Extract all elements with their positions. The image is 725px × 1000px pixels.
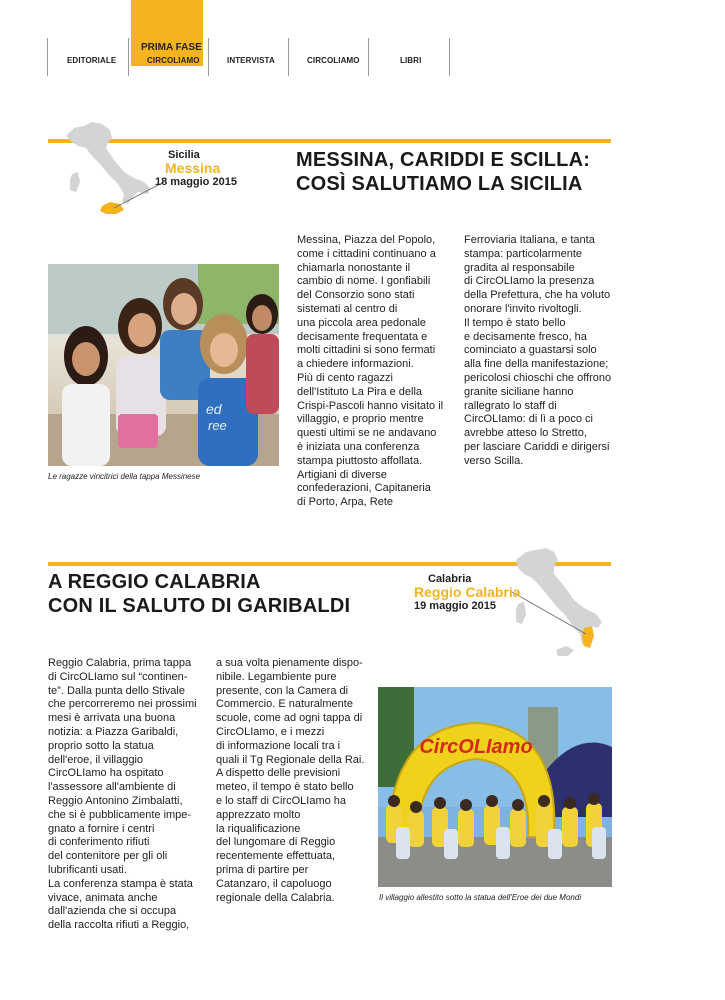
headline-line: MESSINA, CARIDDI E SCILLA: bbox=[296, 149, 591, 171]
region-label: Calabria bbox=[428, 573, 472, 585]
text-line: questi ultimi se ne andavano bbox=[297, 427, 437, 440]
text-line: La conferenza stampa è stata bbox=[48, 877, 193, 890]
text-line: nibile. Legambiente pure bbox=[216, 670, 337, 683]
text-line: chiamarla nonostante il bbox=[297, 261, 411, 274]
text-line: che percorreremo nei prossimi bbox=[48, 698, 197, 711]
headline-line: CON IL SALUTO DI GARIBALDI bbox=[48, 595, 351, 617]
text-line: di CircOLIamo sul “continen- bbox=[48, 670, 188, 683]
region-label: Sicilia bbox=[168, 149, 200, 161]
text-line: A dispetto delle previsioni bbox=[216, 767, 341, 780]
text-line: meteo, il tempo è stato bello bbox=[216, 781, 354, 794]
text-line: del contenitore per gli oli bbox=[48, 850, 168, 863]
text-line: la riqualificazione bbox=[216, 822, 301, 835]
text-line: Commercio. E naturalmente bbox=[216, 698, 353, 711]
text-line: dell'eroe, il villaggio bbox=[48, 753, 144, 766]
italy-map-icon bbox=[508, 544, 612, 662]
italy-map-icon bbox=[58, 116, 168, 220]
arch-logo-text: CircOLIamo bbox=[419, 736, 533, 758]
text-line: di conferimento rifiuti bbox=[48, 836, 150, 849]
text-line: Reggio Antonino Zimbalatti, bbox=[48, 794, 183, 807]
text-line: decisamente frequentata e bbox=[297, 330, 428, 343]
text-line: apprezzato molto bbox=[216, 808, 301, 821]
text-line: Ferroviaria Italiana, e tanta bbox=[464, 234, 595, 246]
text-line: notizia: a Piazza Garibaldi, bbox=[48, 725, 179, 738]
text-line: CircOLIamo ha ospitato bbox=[48, 767, 164, 780]
nav-divider bbox=[47, 38, 48, 76]
text-line: Catanzaro, il capoluogo bbox=[216, 877, 332, 890]
text-line: gradita al responsabile bbox=[464, 261, 575, 274]
photo-girls bbox=[48, 264, 279, 466]
nav-item-circoliamo[interactable]: CIRCOLIAMO bbox=[307, 56, 360, 65]
text-line: Più di cento ragazzi bbox=[297, 371, 393, 384]
text-line: a sua volta pienamente dispo- bbox=[216, 657, 363, 669]
text-line: confederazioni, Capitaneria bbox=[297, 482, 431, 495]
text-line: Artigiani di diverse bbox=[297, 468, 387, 481]
text-line: granite siciliane hanno bbox=[464, 385, 574, 398]
text-line: e decisamente fresco, ha bbox=[464, 330, 587, 343]
text-line: di CircOLIamo la presenza bbox=[464, 275, 595, 288]
headline bbox=[48, 570, 388, 618]
text-line: stampa: particolarmente bbox=[464, 247, 582, 260]
text-line: Crispi-Pascoli hanno visitato il bbox=[297, 399, 444, 412]
nav-divider bbox=[368, 38, 369, 76]
date-label: 18 maggio 2015 bbox=[155, 176, 237, 188]
text-line: per lasciare Cariddi e dirigersi bbox=[464, 440, 610, 453]
text-line: l'assessore all'ambiente di bbox=[48, 781, 176, 794]
headline-line: A REGGIO CALABRIA bbox=[48, 571, 261, 593]
svg-text:ree: ree bbox=[208, 418, 227, 433]
text-line: proprio sotto la statua bbox=[48, 739, 154, 752]
text-line: quali il Tg Regionale della Rai. bbox=[216, 753, 365, 766]
text-line: vivace, animata anche bbox=[48, 891, 158, 904]
text-line: rallegrato lo staff di bbox=[464, 399, 557, 412]
text-line: dall'azienda che si occupa bbox=[48, 905, 177, 918]
text-line: regionale della Calabria. bbox=[216, 891, 335, 904]
text-line: Reggio Calabria, prima tappa bbox=[48, 657, 192, 669]
text-line: a chiedere informazioni. bbox=[297, 358, 414, 371]
nav-item-circoliamo-active[interactable]: CIRCOLIAMO bbox=[147, 56, 200, 65]
nav-divider bbox=[449, 38, 450, 76]
text-line: Messina, Piazza del Popolo, bbox=[297, 234, 436, 246]
text-line: della Prefettura, che ha voluto bbox=[464, 289, 611, 302]
text-line: pericolosi chioschi che offrono bbox=[464, 371, 612, 384]
svg-text:ed: ed bbox=[206, 401, 222, 417]
article-column-1 bbox=[297, 234, 459, 510]
photo-caption: Le ragazze vincitrici della tappa Messinese bbox=[48, 472, 201, 481]
text-line: villaggio, e proprio mentre bbox=[297, 413, 424, 426]
nav-item-editoriale[interactable]: EDITORIALE bbox=[67, 56, 117, 65]
nav-divider bbox=[208, 38, 209, 76]
text-line: CircOLIamo, e i mezzi bbox=[216, 725, 325, 738]
text-line: è iniziata una conferenza bbox=[297, 440, 420, 453]
text-line: di Porto, Arpa, Rete bbox=[297, 496, 393, 509]
headline bbox=[296, 148, 616, 196]
photo-inflatable-arch bbox=[378, 687, 612, 887]
text-line: scuole, come ad ogni tappa di bbox=[216, 712, 363, 725]
text-line: come i cittadini continuano a bbox=[297, 247, 436, 260]
text-line: cambio di nome. I gonfiabili bbox=[297, 275, 431, 288]
article-column-1 bbox=[48, 657, 213, 933]
article-column-2 bbox=[216, 657, 376, 905]
nav-divider bbox=[288, 38, 289, 76]
nav-section-label: PRIMA FASE bbox=[141, 42, 202, 53]
text-line: stampa piuttosto affollata. bbox=[297, 454, 423, 467]
text-line: di informazione locali tra i bbox=[216, 739, 341, 752]
text-line: verso Scilla. bbox=[464, 454, 524, 467]
city-label: Messina bbox=[165, 160, 221, 176]
text-line: avrebbe atteso lo Stretto, bbox=[464, 427, 587, 440]
text-line: dell'Istituto La Pira e della bbox=[297, 385, 423, 398]
text-line: recentemente effettuata, bbox=[216, 850, 336, 863]
text-line: prima di partire per bbox=[216, 863, 309, 876]
nav-divider bbox=[128, 38, 129, 76]
text-line: e lo staff di CircOLIamo ha bbox=[216, 794, 347, 807]
photo-girls-group bbox=[48, 264, 279, 466]
text-line: CircOLIamo: di lì a poco ci bbox=[464, 413, 593, 426]
text-line: mesi è arrivata una buona bbox=[48, 712, 176, 725]
text-line: cominciato a guastarsi solo bbox=[464, 344, 597, 357]
text-line: del lungomare di Reggio bbox=[216, 836, 336, 849]
text-line: lubrificanti usati. bbox=[48, 863, 127, 876]
photo-village bbox=[378, 687, 612, 887]
photo-caption: Il villaggio allestito sotto la statua dell'Eroe dei due Mondi bbox=[379, 893, 582, 902]
text-line: alla fine della manifestazione; bbox=[464, 358, 609, 371]
city-label: Reggio Calabria bbox=[414, 584, 521, 600]
text-line: una piccola area pedonale bbox=[297, 316, 427, 329]
text-line: sistemati al centro di bbox=[297, 302, 398, 315]
text-line: gnato a fornire i centri bbox=[48, 822, 155, 835]
text-line: molti cittadini si sono fermati bbox=[297, 344, 436, 357]
nav-item-libri[interactable]: LIBRI bbox=[400, 56, 422, 65]
headline-line: COSÌ SALUTIAMO LA SICILIA bbox=[296, 173, 583, 195]
text-line: del Consorzio sono stati bbox=[297, 289, 415, 302]
text-line: onorare l'invito rivoltogli. bbox=[464, 302, 582, 315]
date-label: 19 maggio 2015 bbox=[414, 600, 496, 612]
text-line: Il tempo è stato bello bbox=[464, 316, 566, 329]
nav-item-intervista[interactable]: INTERVISTA bbox=[227, 56, 275, 65]
text-line: che si è pubblicamente impe- bbox=[48, 808, 192, 821]
text-line: presente, con la Camera di bbox=[216, 684, 349, 697]
text-line: della raccolta rifiuti a Reggio, bbox=[48, 919, 190, 932]
article-column-2 bbox=[464, 234, 624, 469]
text-line: te”. Dalla punta dello Stivale bbox=[48, 684, 185, 697]
